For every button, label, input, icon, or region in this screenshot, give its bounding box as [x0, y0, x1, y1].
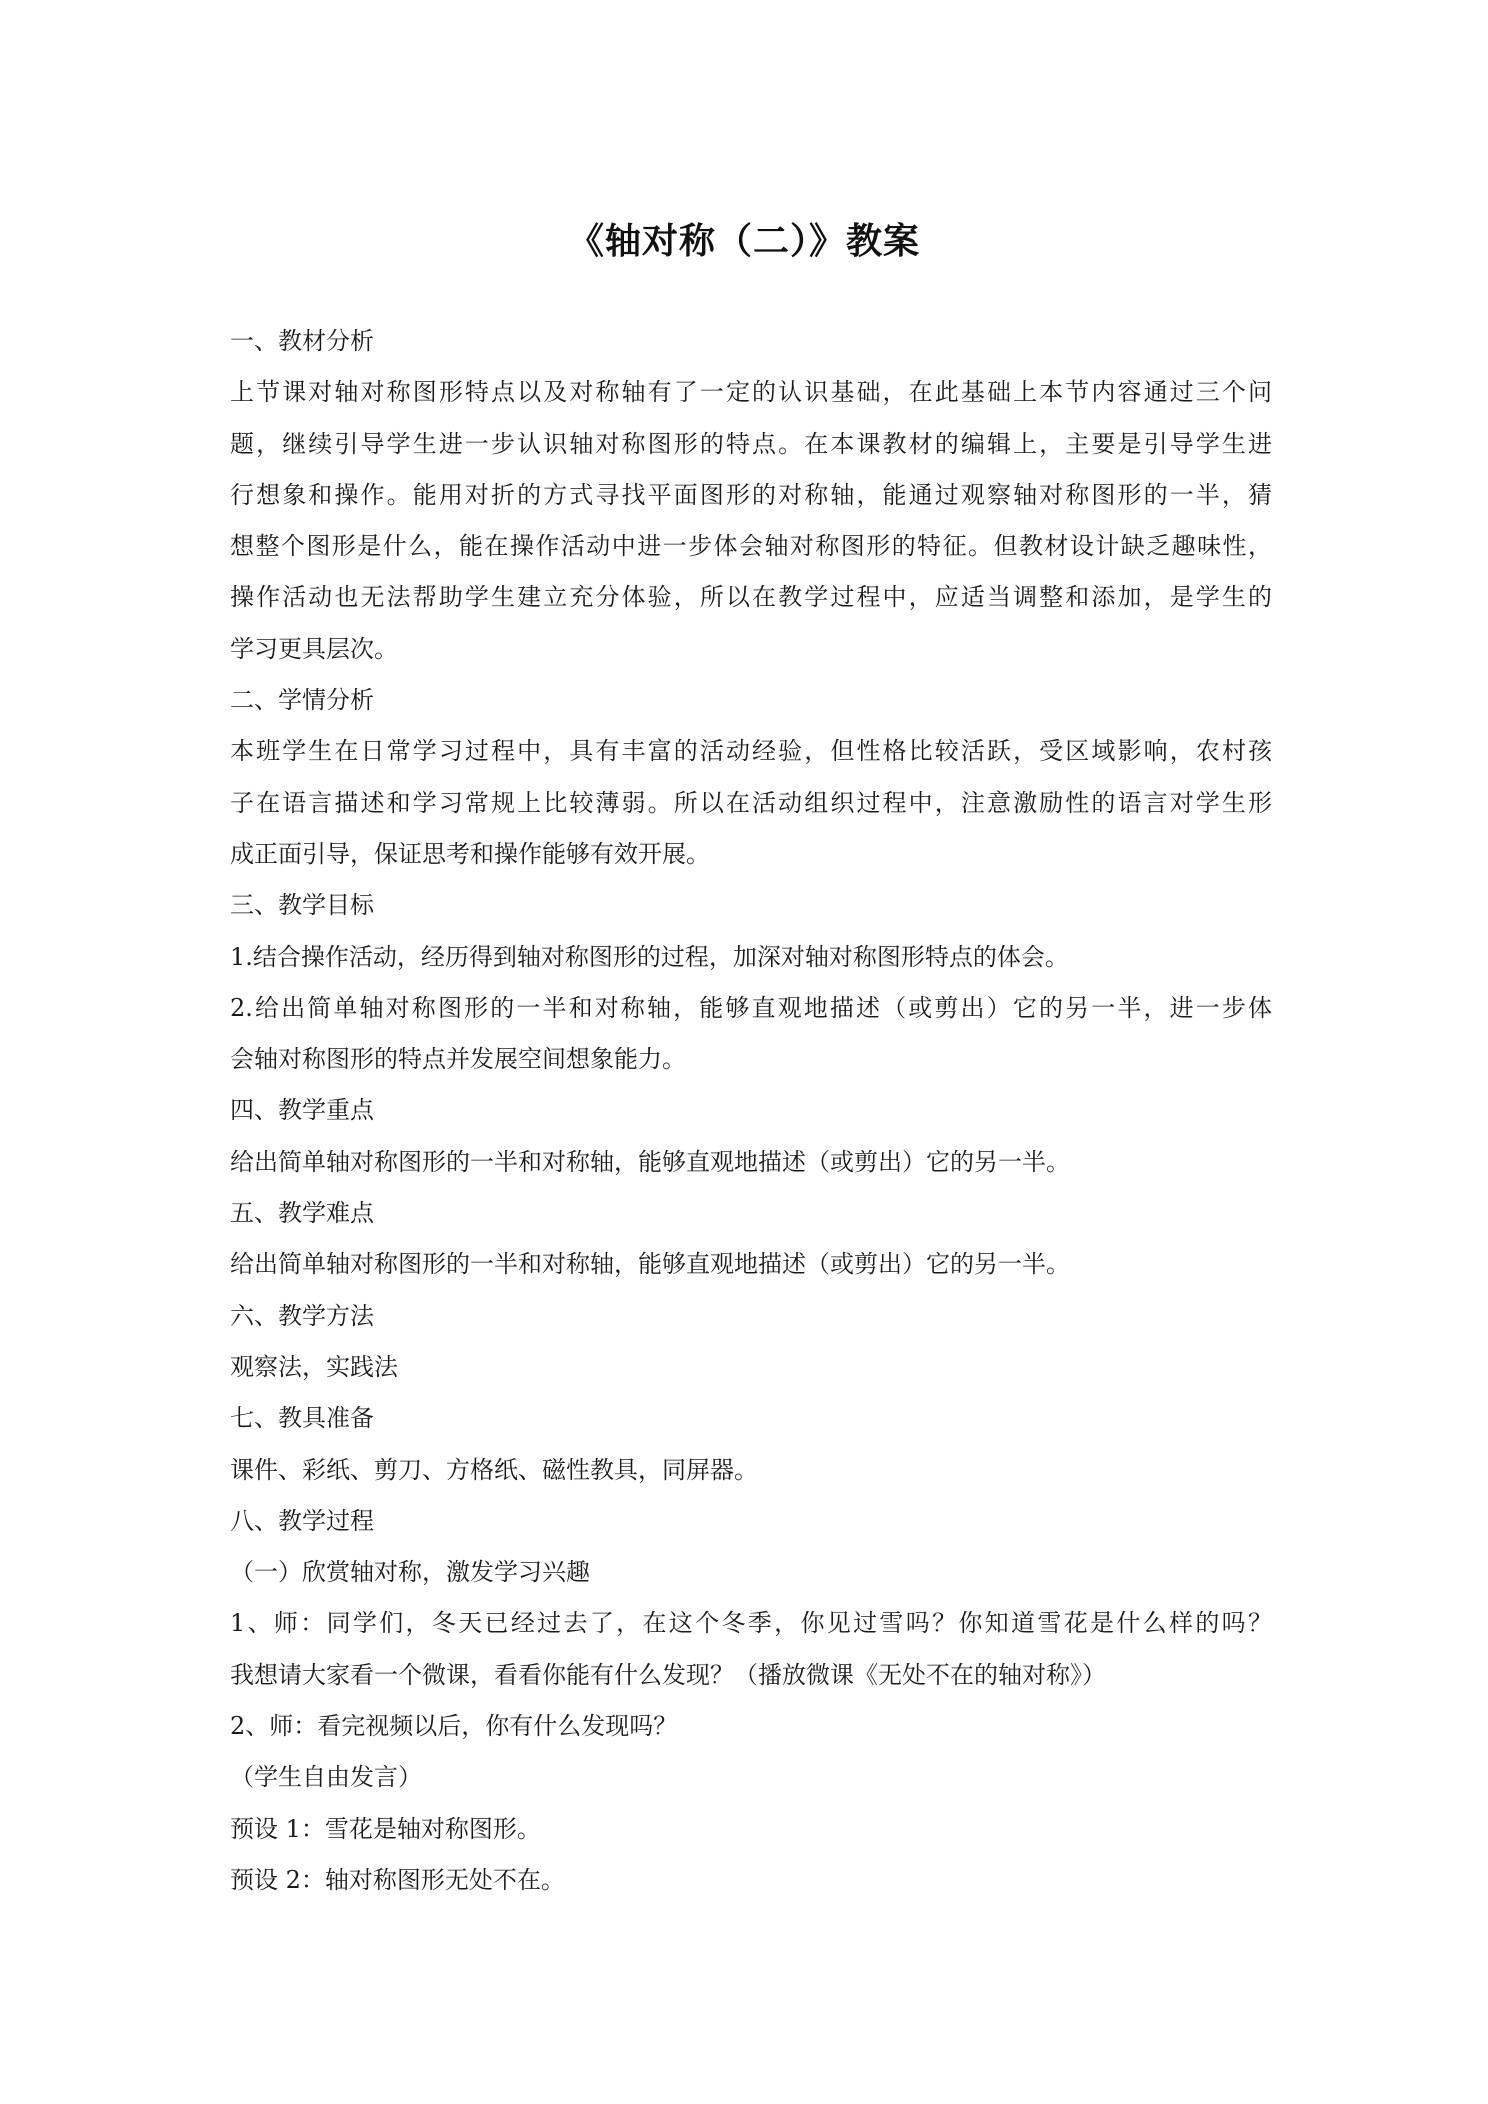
paragraph-line: 1、师：同学们，冬天已经过去了，在这个冬季，你见过雪吗？你知道雪花是什么样的吗？	[230, 1609, 1272, 1638]
paragraph-line: 子在语言描述和学习常规上比较薄弱。所以在活动组织过程中，注意激励性的语言对学生形	[230, 788, 1272, 817]
section-heading: 三、教学目标	[230, 891, 374, 920]
paragraph-line: 课件、彩纸、剪刀、方格纸、磁性教具，同屏器。	[230, 1455, 758, 1484]
paragraph-line: 想整个图形是什么，能在操作活动中进一步体会轴对称图形的特征。但教材设计缺乏趣味性，	[230, 532, 1272, 561]
paragraph-line: 本班学生在日常学习过程中，具有丰富的活动经验，但性格比较活跃，受区域影响，农村孩	[230, 737, 1272, 766]
section-heading: 二、学情分析	[230, 686, 374, 715]
paragraph-line: 上节课对轴对称图形特点以及对称轴有了一定的认识基础，在此基础上本节内容通过三个问	[230, 378, 1272, 407]
list-item: 1.结合操作活动，经历得到轴对称图形的过程，加深对轴对称图形特点的体会。	[230, 942, 1069, 971]
section-heading: 六、教学方法	[230, 1301, 374, 1330]
section-heading: 八、教学过程	[230, 1506, 374, 1535]
paragraph-line: 成正面引导，保证思考和操作能够有效开展。	[230, 839, 710, 868]
section-heading: 七、教具准备	[230, 1404, 374, 1433]
subsection-heading: （一）欣赏轴对称，激发学习兴趣	[230, 1558, 590, 1587]
section-heading: 四、教学重点	[230, 1096, 374, 1125]
paragraph-line: 观察法，实践法	[230, 1352, 398, 1381]
document-title: 《轴对称（二）》教案	[567, 221, 920, 262]
paragraph-line: 给出简单轴对称图形的一半和对称轴，能够直观地描述（或剪出）它的另一半。	[230, 1250, 1070, 1279]
paragraph-line: 给出简单轴对称图形的一半和对称轴，能够直观地描述（或剪出）它的另一半。	[230, 1147, 1070, 1176]
list-item: 2.给出简单轴对称图形的一半和对称轴，能够直观地描述（或剪出）它的另一半，进一步体	[230, 993, 1272, 1022]
paragraph-line: 学习更具层次。	[230, 634, 398, 663]
paragraph-line: 预设 2：轴对称图形无处不在。	[230, 1865, 565, 1894]
document-body	[230, 316, 1272, 1906]
paragraph-line: （学生自由发言）	[230, 1763, 422, 1792]
section-heading: 一、教材分析	[230, 327, 374, 355]
paragraph-line: 我想请大家看一个微课，看看你能有什么发现？（播放微课《无处不在的轴对称》）	[230, 1660, 1106, 1689]
paragraph-line: 2、师：看完视频以后，你有什么发现吗？	[230, 1712, 678, 1741]
paragraph-line: 题，继续引导学生进一步认识轴对称图形的特点。在本课教材的编辑上，主要是引导学生进	[230, 429, 1272, 458]
paragraph-line: 操作活动也无法帮助学生建立充分体验，所以在教学过程中，应适当调整和添加，是学生的	[230, 583, 1272, 612]
list-item: 会轴对称图形的特点并发展空间想象能力。	[230, 1045, 686, 1074]
paragraph-line: 行想象和操作。能用对折的方式寻找平面图形的对称轴，能通过观察轴对称图形的一半，猜	[230, 480, 1272, 509]
paragraph-line: 预设 1：雪花是轴对称图形。	[230, 1814, 541, 1843]
section-heading: 五、教学难点	[230, 1199, 374, 1228]
